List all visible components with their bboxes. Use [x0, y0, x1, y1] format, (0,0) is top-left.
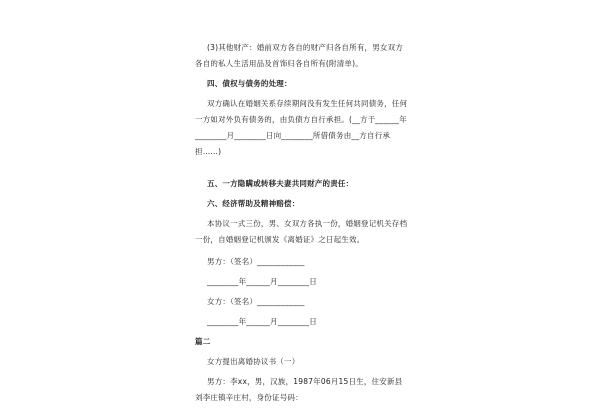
copies-clause: 本协议一式三份，男、女双方各执一份，婚姻登记机关存档一份，自婚姻登记机颁发《离婚证》之日起生效。 — [195, 219, 408, 244]
section-title: 篇二 — [195, 337, 211, 346]
male-date-line: ________年______月________日 — [207, 277, 317, 286]
heading-compensation: 六、经济帮助及精神赔偿： — [207, 199, 300, 208]
debts-clause: 双方确认在婚姻关系存续期间没有发生任何共同债务，任何一方如对外负有债务的，由负债方自行承担。(__方于______年________月________日向________所借债务由__方自行承担……) — [195, 99, 408, 156]
document-body — [195, 40, 410, 410]
male-party-info: 男方：李xx，男，汉族，1987年06月15日生，住安新县刘李庄镇辛庄村，身份证号码： — [195, 377, 403, 402]
heading-debts: 四、债权与债务的处理： — [207, 79, 292, 88]
female-signature-line: 女方：（签名）____________ — [207, 297, 305, 306]
female-date-line: ________年______月________日 — [207, 317, 317, 326]
agreement-subtitle: 女方提出离婚协议书（一） — [207, 357, 300, 366]
heading-concealment: 五、一方隐瞒或转移夫妻共同财产的责任： — [207, 179, 354, 188]
property-clause: (3)其他财产：婚前双方各自的财产归各自所有，男女双方各自的私人生活用品及首饰归各自所有(附清单)。 — [195, 43, 404, 68]
male-signature-line: 男方：（签名）____________ — [207, 257, 305, 266]
